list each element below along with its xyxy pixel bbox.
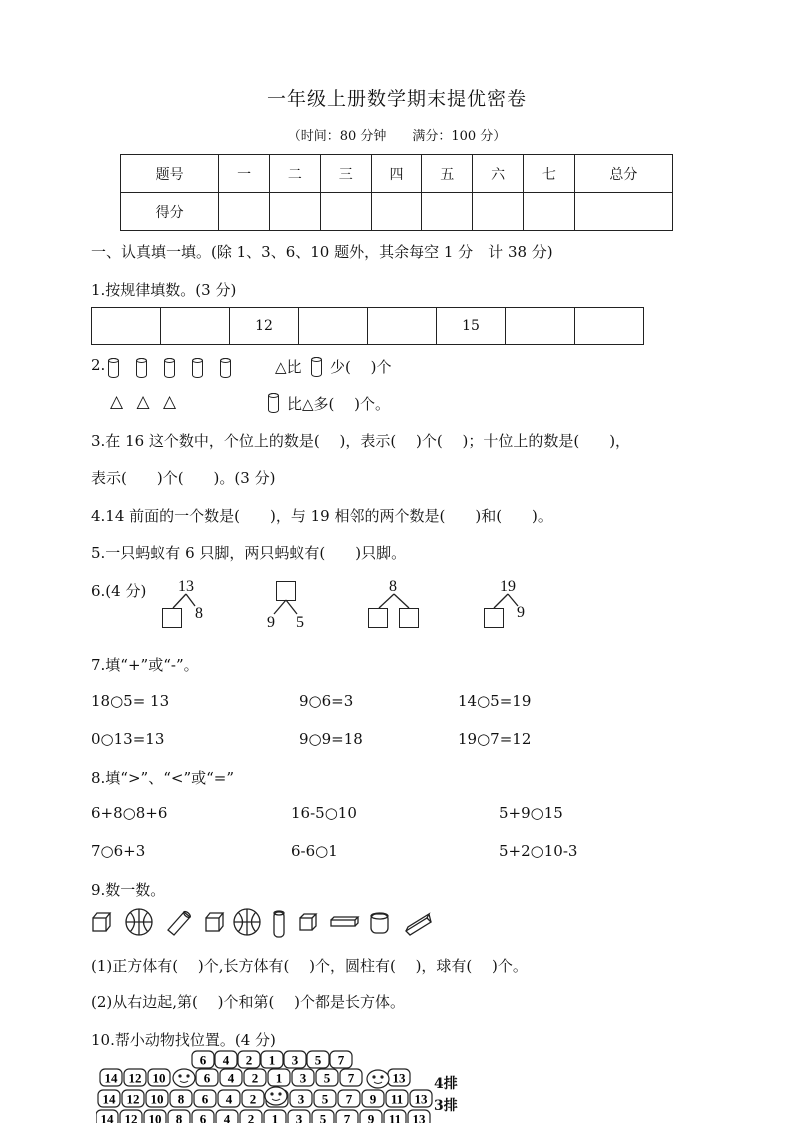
seat: [268, 1069, 290, 1086]
seat: [362, 1090, 384, 1107]
score-cell[interactable]: [574, 193, 672, 231]
svg-text:4: 4: [223, 1111, 231, 1123]
seat: [170, 1090, 192, 1107]
question-2-text-b: 少( )个: [330, 358, 392, 376]
sequence-cell[interactable]: [299, 308, 368, 345]
cylinder-icon: [371, 913, 388, 933]
svg-text:14: 14: [100, 1111, 114, 1123]
score-cell[interactable]: [320, 193, 371, 231]
svg-text:10: 10: [152, 1070, 166, 1086]
svg-text:6: 6: [199, 1111, 207, 1123]
question-3: 3.在 16 这个数中，个位上的数是( )，表示( )个( )；十位上的数是( )，: [91, 432, 631, 450]
seat: [244, 1069, 266, 1086]
svg-text:5: 5: [323, 1070, 331, 1086]
score-table-header: 题号: [121, 155, 219, 193]
svg-text:13: 13: [414, 1091, 428, 1107]
cylinder-icon: [192, 358, 203, 378]
seat: [386, 1090, 408, 1107]
seat: [216, 1110, 238, 1123]
question-9-part-1: (1)正方体有( )个,长方体有( )个，圆柱有( )，球有( )个。: [91, 957, 528, 975]
svg-text:10: 10: [148, 1111, 162, 1123]
seat: [168, 1110, 190, 1123]
comparison-item[interactable]: 16-5○10: [291, 804, 357, 822]
svg-text:3: 3: [291, 1052, 299, 1068]
comparison-item[interactable]: 5+9○15: [499, 804, 563, 822]
cylinder-icon: [136, 358, 147, 378]
seat: [215, 1051, 237, 1068]
answer-box[interactable]: [484, 608, 504, 628]
cube-icon: [93, 913, 110, 931]
svg-text:1: 1: [268, 1052, 276, 1068]
ball-icon: [234, 909, 260, 935]
score-table-header: 总分: [574, 155, 672, 193]
svg-text:12: 12: [126, 1091, 140, 1107]
seat: [240, 1110, 262, 1123]
svg-text:6: 6: [201, 1091, 209, 1107]
svg-text:6: 6: [199, 1052, 207, 1068]
svg-text:7: 7: [345, 1091, 353, 1107]
seat: [408, 1110, 430, 1123]
seat: [261, 1051, 283, 1068]
equation-item[interactable]: 18○5= 13: [91, 692, 170, 710]
seat: [264, 1110, 286, 1123]
svg-text:14: 14: [104, 1070, 118, 1086]
bond-right: 9: [517, 604, 525, 621]
question-2-text-c: 比△多( )个。: [287, 395, 391, 413]
svg-text:2: 2: [251, 1070, 259, 1086]
svg-text:13: 13: [412, 1111, 426, 1123]
seat: [288, 1110, 310, 1123]
svg-text:4: 4: [225, 1091, 233, 1107]
svg-text:2: 2: [249, 1091, 257, 1107]
svg-text:9: 9: [369, 1091, 377, 1107]
svg-text:1: 1: [271, 1111, 279, 1123]
comparison-item[interactable]: 5+2○10-3: [499, 842, 578, 860]
svg-text:6: 6: [203, 1070, 211, 1086]
seat: [220, 1069, 242, 1086]
svg-text:12: 12: [124, 1111, 138, 1123]
score-table-header: 二: [270, 155, 321, 193]
cuboid-icon: [331, 917, 358, 926]
svg-text:7: 7: [337, 1052, 345, 1068]
svg-text:11: 11: [388, 1111, 402, 1123]
cube-icon: [206, 913, 223, 931]
bond-right: 8: [195, 605, 203, 622]
ball-icon: [126, 909, 152, 935]
question-6: 6.(4 分): [91, 582, 147, 600]
bond-left: 9: [267, 614, 275, 631]
cylinder-icon: [268, 393, 279, 413]
score-cell[interactable]: [523, 193, 574, 231]
svg-text:3: 3: [297, 1091, 305, 1107]
svg-text:5: 5: [314, 1052, 322, 1068]
svg-text:9: 9: [367, 1111, 375, 1123]
seat: [192, 1110, 214, 1123]
seat: [410, 1090, 432, 1107]
seat: [146, 1090, 168, 1107]
score-table-score-row: [121, 193, 673, 231]
section-heading: 一、认真填一填。(除 1、3、6、10 题外，其余每空 1 分 计 38 分): [91, 243, 553, 261]
animal-icon: [265, 1087, 287, 1105]
seat: [284, 1051, 306, 1068]
sequence-cell[interactable]: [161, 308, 230, 345]
answer-box[interactable]: [399, 608, 419, 628]
score-cell[interactable]: [422, 193, 473, 231]
equation-item[interactable]: 14○5=19: [458, 692, 532, 710]
svg-text:7: 7: [347, 1070, 355, 1086]
equation-item[interactable]: 19○7=12: [458, 730, 532, 748]
svg-text:8: 8: [177, 1091, 185, 1107]
svg-text:11: 11: [390, 1091, 404, 1107]
seat: [307, 1051, 329, 1068]
score-table-header: 三: [320, 155, 371, 193]
cuboid-icon: [406, 914, 431, 935]
seat: [360, 1110, 382, 1123]
comparison-item[interactable]: 6-6○1: [291, 842, 338, 860]
equation-item[interactable]: 9○9=18: [299, 730, 363, 748]
score-table-header: 五: [422, 155, 473, 193]
exam-info: （时间：80 分钟 满分：100 分）: [287, 129, 507, 144]
sequence-cell[interactable]: [575, 308, 644, 345]
sequence-cell[interactable]: [368, 308, 437, 345]
cylinder-icon: [220, 358, 231, 378]
sequence-cell: 12: [230, 308, 299, 345]
svg-text:12: 12: [128, 1070, 142, 1086]
row-label: 4排: [434, 1076, 458, 1092]
seat: [218, 1090, 240, 1107]
score-row-label: 得分: [121, 193, 219, 231]
score-table-header-row: [121, 155, 673, 193]
score-table-header: 四: [371, 155, 422, 193]
question-1: 1.按规律填数。(3 分): [91, 281, 237, 299]
seat: [148, 1069, 170, 1086]
svg-text:1: 1: [275, 1070, 283, 1086]
equation-item[interactable]: 9○6=3: [299, 692, 354, 710]
cylinder-icon: [311, 357, 322, 377]
bond-right: 5: [296, 614, 304, 631]
seat: [384, 1110, 406, 1123]
svg-text:14: 14: [102, 1091, 116, 1107]
seat: [124, 1069, 146, 1086]
page-title: 一年级上册数学期末提优密卷: [266, 88, 527, 110]
svg-text:8: 8: [175, 1111, 183, 1123]
question-5: 5.一只蚂蚁有 6 只脚，两只蚂蚁有( )只脚。: [91, 544, 407, 562]
svg-text:13: 13: [392, 1070, 406, 1086]
seat: [100, 1069, 122, 1086]
seat: [314, 1090, 336, 1107]
seat: [340, 1069, 362, 1086]
question-9-part-2: (2)从右边起,第( )个和第( )个都是长方体。: [91, 993, 405, 1011]
seat: [120, 1110, 142, 1123]
seating-chart: [96, 1048, 476, 1123]
row-label: 3排: [434, 1098, 458, 1114]
cylinder-icon: [164, 358, 175, 378]
score-table-header: 六: [473, 155, 524, 193]
triangle-group: △ △ △: [110, 392, 181, 412]
svg-text:4: 4: [222, 1052, 230, 1068]
question-2-text-a: △比: [275, 358, 302, 376]
score-cell[interactable]: [371, 193, 422, 231]
sequence-cell: 15: [437, 308, 506, 345]
equation-item[interactable]: 0○13=13: [91, 730, 165, 748]
cylinder-icon: [168, 910, 191, 935]
question-4: 4.14 前面的一个数是( )，与 19 相邻的两个数是( )和( )。: [91, 507, 553, 525]
seat: [338, 1090, 360, 1107]
seat: [98, 1090, 120, 1107]
question-9: 9.数一数。: [91, 881, 166, 899]
seat: [196, 1069, 218, 1086]
seat: [292, 1069, 314, 1086]
svg-text:4: 4: [227, 1070, 235, 1086]
seat: [312, 1110, 334, 1123]
answer-box[interactable]: [368, 608, 388, 628]
svg-text:2: 2: [247, 1111, 255, 1123]
svg-text:5: 5: [321, 1091, 329, 1107]
animal-icon: [173, 1069, 195, 1087]
question-10: 10.帮小动物找位置。(4 分): [91, 1031, 276, 1049]
comparison-item[interactable]: 7○6+3: [91, 842, 146, 860]
score-table-header: 七: [523, 155, 574, 193]
seat: [290, 1090, 312, 1107]
bond-top: 19: [500, 578, 516, 595]
seat: [336, 1110, 358, 1123]
comparison-item[interactable]: 6+8○8+6: [91, 804, 168, 822]
bond-top: 8: [389, 578, 397, 595]
svg-text:2: 2: [245, 1052, 253, 1068]
seat: [194, 1090, 216, 1107]
svg-text:7: 7: [343, 1111, 351, 1123]
question-8: 8.填“>”、“<”或“=”: [91, 769, 235, 787]
sequence-cell[interactable]: [92, 308, 161, 345]
answer-box[interactable]: [162, 608, 182, 628]
seat: [122, 1090, 144, 1107]
score-cell[interactable]: [219, 193, 270, 231]
seat: [144, 1110, 166, 1123]
score-cell[interactable]: [473, 193, 524, 231]
seat: [96, 1110, 118, 1123]
animal-icon: [367, 1070, 389, 1088]
seat: [242, 1090, 264, 1107]
cylinder-group: [108, 357, 231, 378]
bond-top: 13: [178, 578, 194, 595]
svg-text:3: 3: [299, 1070, 307, 1086]
question-7: 7.填“+”或“-”。: [91, 656, 199, 674]
sequence-table: [91, 307, 644, 345]
score-table-header: 一: [219, 155, 270, 193]
svg-text:10: 10: [150, 1091, 164, 1107]
sequence-cell[interactable]: [506, 308, 575, 345]
svg-text:3: 3: [295, 1111, 303, 1123]
seat: [238, 1051, 260, 1068]
seat: [330, 1051, 352, 1068]
seat: [192, 1051, 214, 1068]
score-table: [120, 154, 673, 231]
seat: [316, 1069, 338, 1086]
score-cell[interactable]: [270, 193, 321, 231]
question-2-number: 2.: [91, 356, 106, 374]
cylinder-icon: [108, 358, 119, 378]
question-3-cont: 表示( )个( )。(3 分): [91, 469, 276, 487]
svg-text:5: 5: [319, 1111, 327, 1123]
cylinder-icon: [274, 911, 284, 937]
shape-row: [90, 906, 440, 940]
cube-icon: [300, 914, 316, 930]
seat: [388, 1069, 410, 1086]
